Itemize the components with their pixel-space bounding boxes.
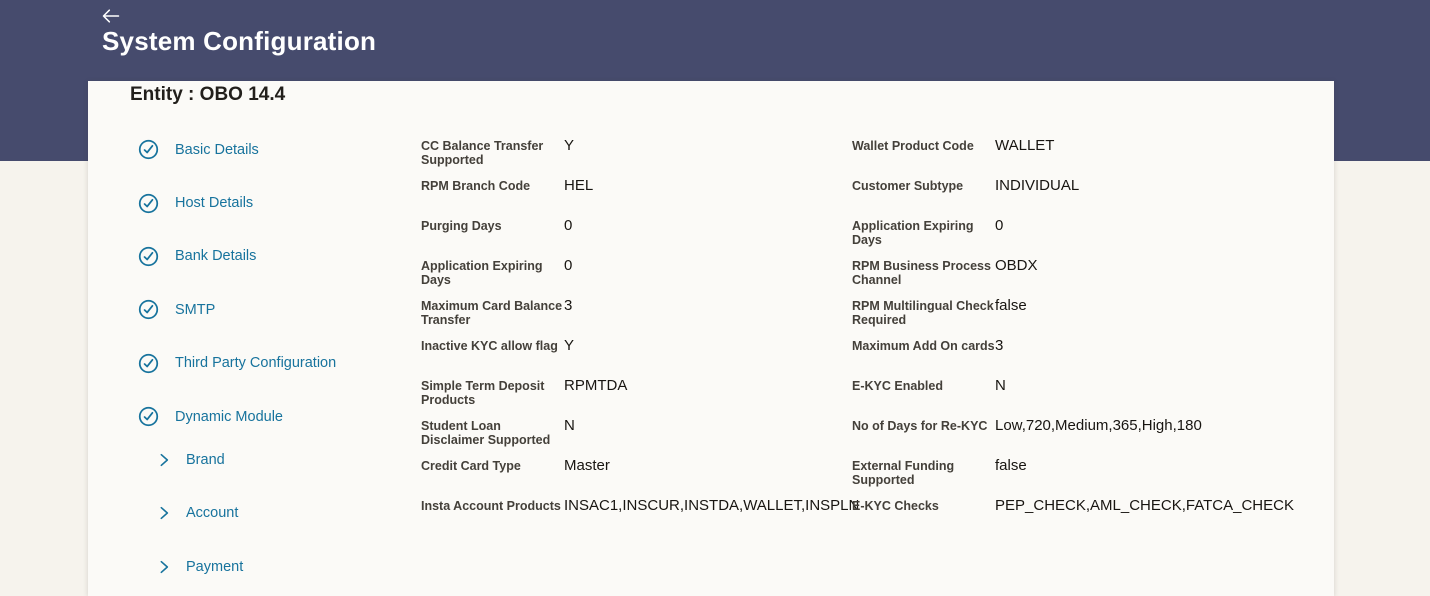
field-value: Y — [564, 337, 575, 354]
field-label: Wallet Product Code — [852, 139, 974, 153]
field-row — [852, 177, 1334, 217]
field-label: Application Expiring Days — [421, 259, 543, 287]
field-row — [421, 137, 845, 177]
sidebar-subitem-label: Account — [186, 505, 239, 522]
field-label: Customer Subtype — [852, 179, 964, 193]
sidebar-item-bank-details[interactable] — [138, 230, 408, 283]
field-value: WALLET — [995, 137, 1055, 154]
sidebar-item-smtp[interactable] — [138, 283, 408, 336]
field-row — [852, 217, 1334, 257]
field-label: Purging Days — [421, 219, 502, 233]
field-row — [421, 497, 860, 537]
field-value: 0 — [564, 257, 573, 274]
chevron-right-icon — [156, 559, 172, 575]
sidebar-subitem-payment[interactable] — [138, 540, 408, 593]
field-row — [421, 457, 845, 497]
field-row — [421, 377, 845, 417]
field-row — [852, 257, 1334, 297]
field-row — [421, 297, 845, 337]
sidebar-item-third-party-configuration[interactable] — [138, 337, 408, 390]
chevron-right-icon — [156, 505, 172, 521]
field-value: Master — [564, 457, 610, 474]
field-row — [852, 497, 1334, 537]
field-label: Credit Card Type — [421, 459, 521, 473]
sidebar-item-label: Host Details — [175, 195, 254, 212]
field-label: Maximum Add On cards — [852, 339, 995, 353]
left-arrow-icon — [101, 8, 121, 24]
check-circle-icon — [138, 353, 159, 374]
field-label: RPM Branch Code — [421, 179, 531, 193]
field-label: RPM Business Process Channel — [852, 259, 991, 287]
sidebar-item-label: SMTP — [175, 301, 216, 318]
field-label: Maximum Card Balance Transfer — [421, 299, 563, 327]
check-circle-icon — [138, 246, 159, 267]
field-row — [421, 217, 845, 257]
configuration-card — [88, 81, 1334, 596]
field-value: false — [995, 297, 1027, 314]
check-circle-icon — [138, 299, 159, 320]
field-row — [421, 257, 845, 297]
field-label: Application Expiring Days — [852, 219, 974, 247]
back-button[interactable] — [101, 4, 127, 28]
field-label: E-KYC Checks — [852, 499, 939, 513]
sidebar-item-label: Dynamic Module — [175, 408, 283, 425]
field-row — [852, 457, 1334, 497]
field-label: CC Balance Transfer Supported — [421, 139, 544, 167]
field-row — [852, 377, 1334, 417]
field-value: PEP_CHECK,AML_CHECK,FATCA_CHECK — [995, 497, 1294, 514]
field-value: HEL — [564, 177, 594, 194]
field-value: Y — [564, 137, 575, 154]
field-value: Low,720,Medium,365,High,180 — [995, 417, 1202, 434]
field-label: RPM Multilingual Check Required — [852, 299, 994, 327]
check-circle-icon — [138, 139, 159, 160]
field-value: 0 — [995, 217, 1004, 234]
field-value: INSAC1,INSCUR,INSTDA,WALLET,INSPLN — [564, 497, 860, 514]
form-column-right — [852, 137, 1334, 537]
field-row — [421, 177, 845, 217]
section-sidebar — [138, 123, 408, 594]
sidebar-subitem-label: Payment — [186, 558, 244, 575]
entity-heading: Entity : OBO 14.4 — [130, 84, 286, 105]
field-value: false — [995, 457, 1027, 474]
field-label: Simple Term Deposit Products — [421, 379, 545, 407]
field-value: N — [564, 417, 575, 434]
sidebar-item-label: Third Party Configuration — [175, 355, 337, 372]
field-value: 3 — [995, 337, 1004, 354]
field-row — [852, 337, 1334, 377]
sidebar-item-label: Bank Details — [175, 248, 257, 265]
field-value: INDIVIDUAL — [995, 177, 1080, 194]
sidebar-item-label: Basic Details — [175, 141, 259, 158]
field-label: E-KYC Enabled — [852, 379, 943, 393]
field-row — [852, 417, 1334, 457]
field-label: Inactive KYC allow flag — [421, 339, 558, 353]
field-label: No of Days for Re-KYC — [852, 419, 988, 433]
form-column-left — [421, 137, 860, 537]
field-row — [852, 137, 1334, 177]
check-circle-icon — [138, 193, 159, 214]
sidebar-subitem-account[interactable] — [138, 487, 408, 540]
field-value: 0 — [564, 217, 573, 234]
page-title: System Configuration — [102, 26, 377, 56]
field-label: Insta Account Products — [421, 499, 561, 513]
field-row — [421, 337, 845, 377]
field-value: RPMTDA — [564, 377, 628, 394]
field-label: External Funding Supported — [852, 459, 955, 487]
field-label: Student Loan Disclaimer Supported — [421, 419, 551, 447]
field-row — [421, 417, 845, 457]
field-value: 3 — [564, 297, 573, 314]
field-row — [852, 297, 1334, 337]
field-value: N — [995, 377, 1006, 394]
field-value: OBDX — [995, 257, 1038, 274]
sidebar-item-host-details[interactable] — [138, 176, 408, 229]
chevron-right-icon — [156, 452, 172, 468]
sidebar-item-basic-details[interactable] — [138, 123, 408, 176]
check-circle-icon — [138, 406, 159, 427]
sidebar-subitem-brand[interactable] — [138, 433, 408, 486]
sidebar-subitem-label: Brand — [186, 452, 225, 469]
